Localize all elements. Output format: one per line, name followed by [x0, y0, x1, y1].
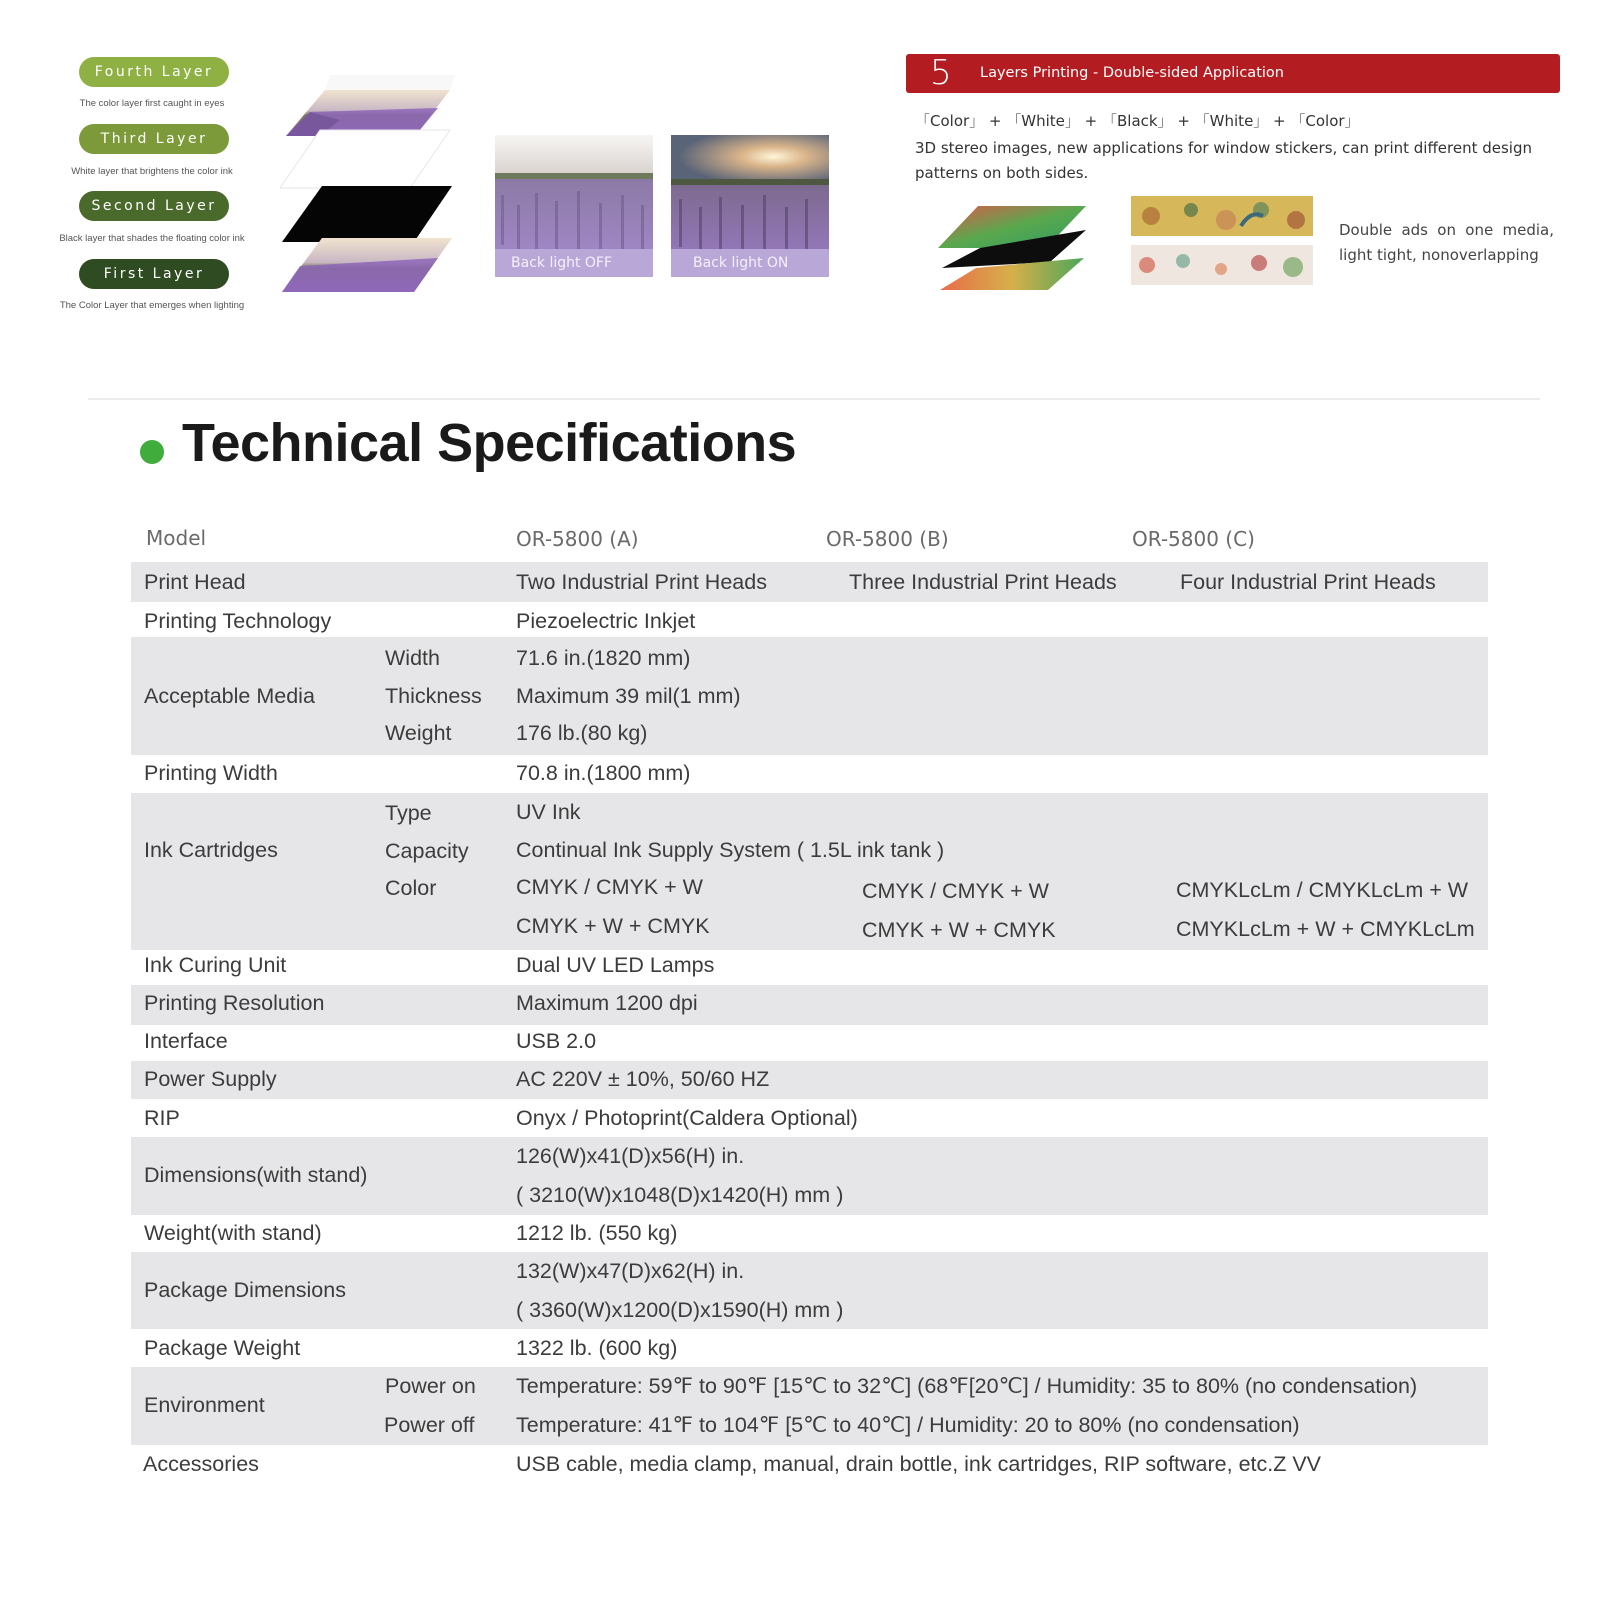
dimensions-label: Dimensions(with stand) [144, 1163, 368, 1187]
printing-width-label: Printing Width [144, 761, 278, 785]
media-width-value: 71.6 in.(1820 mm) [516, 646, 691, 670]
dimensions-value-mm: ( 3210(W)x1048(D)x1420(H) mm ) [516, 1183, 844, 1207]
power-on-value: Temperature: 59℉ to 90℉ [15℃ to 32℃] (68℉[20℃] / Humidity: 35 to 80% (no condensation) [516, 1374, 1418, 1398]
second-layer-sheet [282, 186, 452, 242]
media-thickness-label: Thickness [385, 684, 482, 708]
media-weight-value: 176 lb.(80 kg) [516, 721, 648, 745]
ink-type-value: UV Ink [516, 800, 581, 824]
resolution-label: Printing Resolution [144, 991, 325, 1015]
printing-technology-label: Printing Technology [144, 609, 332, 633]
media-weight-label: Weight [385, 721, 452, 745]
ink-cartridges-label: Ink Cartridges [144, 838, 278, 862]
ink-color-label: Color [385, 876, 437, 900]
model-c: OR-5800 (C) [1132, 527, 1255, 551]
first-layer-pill: First Layer [79, 259, 229, 289]
power-off-label: Power off [384, 1413, 475, 1437]
accessories-value: USB cable, media clamp, manual, drain bottle, ink cartridges, RIP software, etc.Z VV [516, 1452, 1322, 1476]
application-description: 3D stereo images, new applications for window stickers, can print different design patterns on both sides. [915, 139, 1533, 182]
power-supply-value: AC 220V ± 10%, 50/60 HZ [516, 1067, 770, 1091]
row-band-acceptable-media [131, 637, 1488, 755]
ink-capacity-value: Continual Ink Supply System ( 1.5L ink tank ) [516, 838, 945, 862]
ink-color-a2: CMYK + W + CMYK [516, 914, 710, 938]
package-weight-value: 1322 lb. (600 kg) [516, 1336, 678, 1360]
interface-label: Interface [144, 1029, 228, 1053]
model-a: OR-5800 (A) [516, 527, 639, 551]
floral-sticker-back [1131, 245, 1313, 285]
print-head-a: Two Industrial Print Heads [516, 570, 767, 594]
resolution-value: Maximum 1200 dpi [516, 991, 698, 1015]
printing-technology-value: Piezoelectric Inkjet [516, 609, 696, 633]
power-supply-label: Power Supply [144, 1067, 277, 1091]
accessories-label: Accessories [143, 1452, 259, 1476]
acceptable-media-label: Acceptable Media [144, 684, 315, 708]
section-heading: Technical Specifications [182, 413, 797, 473]
first-layer-desc: The Color Layer that emerges when lighting [59, 300, 245, 311]
row-band-resolution [131, 985, 1488, 1025]
ink-type-label: Type [385, 801, 432, 825]
package-dimensions-label: Package Dimensions [144, 1278, 346, 1302]
third-layer-desc: White layer that brightens the color ink [71, 166, 233, 177]
ink-color-b1: CMYK / CMYK + W [862, 879, 1049, 903]
backlight-on-caption: Back light ON [671, 249, 829, 277]
print-head-label: Print Head [144, 570, 246, 594]
application-title: Layers Printing - Double-sided Application [980, 65, 1284, 81]
double-ads-text: Double ads on one media, light tight, nonoverlapping [1339, 221, 1554, 264]
ink-color-c2: CMYKLcLm + W + CMYKLcLm [1176, 917, 1475, 941]
backlight-off-photo [495, 135, 653, 277]
ink-curing-value: Dual UV LED Lamps [516, 953, 715, 977]
print-head-b: Three Industrial Print Heads [849, 570, 1117, 594]
power-on-label: Power on [385, 1374, 476, 1398]
row-band-power-supply [131, 1061, 1488, 1099]
weight-value: 1212 lb. (550 kg) [516, 1221, 678, 1245]
dimensions-value-in: 126(W)x41(D)x56(H) in. [516, 1144, 745, 1168]
model-label: Model [146, 526, 207, 550]
backlight-off-caption: Back light OFF [495, 249, 653, 277]
environment-label: Environment [144, 1393, 265, 1417]
media-width-label: Width [385, 646, 440, 670]
heading-bullet-icon [140, 440, 164, 464]
printing-width-value: 70.8 in.(1800 mm) [516, 761, 691, 785]
ink-color-b2: CMYK + W + CMYK [862, 918, 1056, 942]
third-layer-sheet [280, 130, 450, 188]
rip-value: Onyx / Photoprint(Caldera Optional) [516, 1106, 858, 1130]
second-layer-desc: Black layer that shades the floating color ink [59, 233, 245, 244]
backlight-on-photo [671, 135, 829, 277]
ink-color-a1: CMYK / CMYK + W [516, 875, 703, 899]
package-weight-label: Package Weight [144, 1336, 301, 1360]
application-banner [906, 54, 1560, 93]
weight-label: Weight(with stand) [144, 1221, 322, 1245]
interface-value: USB 2.0 [516, 1029, 597, 1053]
fourth-layer-pill: Fourth Layer [79, 57, 229, 87]
layers-sequence: 「Color」 + 「White」 + 「Black」 + 「White」 + 「Color」 [915, 112, 1360, 130]
fourth-layer-desc: The color layer first caught in eyes [79, 98, 225, 109]
floral-sticker-front [1131, 196, 1313, 236]
model-b: OR-5800 (B) [826, 527, 949, 551]
ink-curing-label: Ink Curing Unit [144, 953, 287, 977]
power-off-value: Temperature: 41℉ to 104℉ [5℃ to 40℃] / Humidity: 20 to 80% (no condensation) [516, 1413, 1300, 1437]
media-thickness-value: Maximum 39 mil(1 mm) [516, 684, 741, 708]
color-layers-illustration [938, 204, 1088, 296]
third-layer-pill: Third Layer [79, 124, 229, 154]
package-dimensions-value-in: 132(W)x47(D)x62(H) in. [516, 1259, 745, 1283]
section-divider [88, 398, 1540, 400]
second-layer-pill: Second Layer [79, 191, 229, 221]
print-head-c: Four Industrial Print Heads [1180, 570, 1436, 594]
application-number: 5 [930, 53, 952, 93]
package-dimensions-value-mm: ( 3360(W)x1200(D)x1590(H) mm ) [516, 1298, 844, 1322]
ink-color-c1: CMYKLcLm / CMYKLcLm + W [1176, 878, 1469, 902]
rip-label: RIP [144, 1106, 180, 1130]
layer-stack-illustration [280, 70, 470, 310]
ink-capacity-label: Capacity [385, 839, 469, 863]
